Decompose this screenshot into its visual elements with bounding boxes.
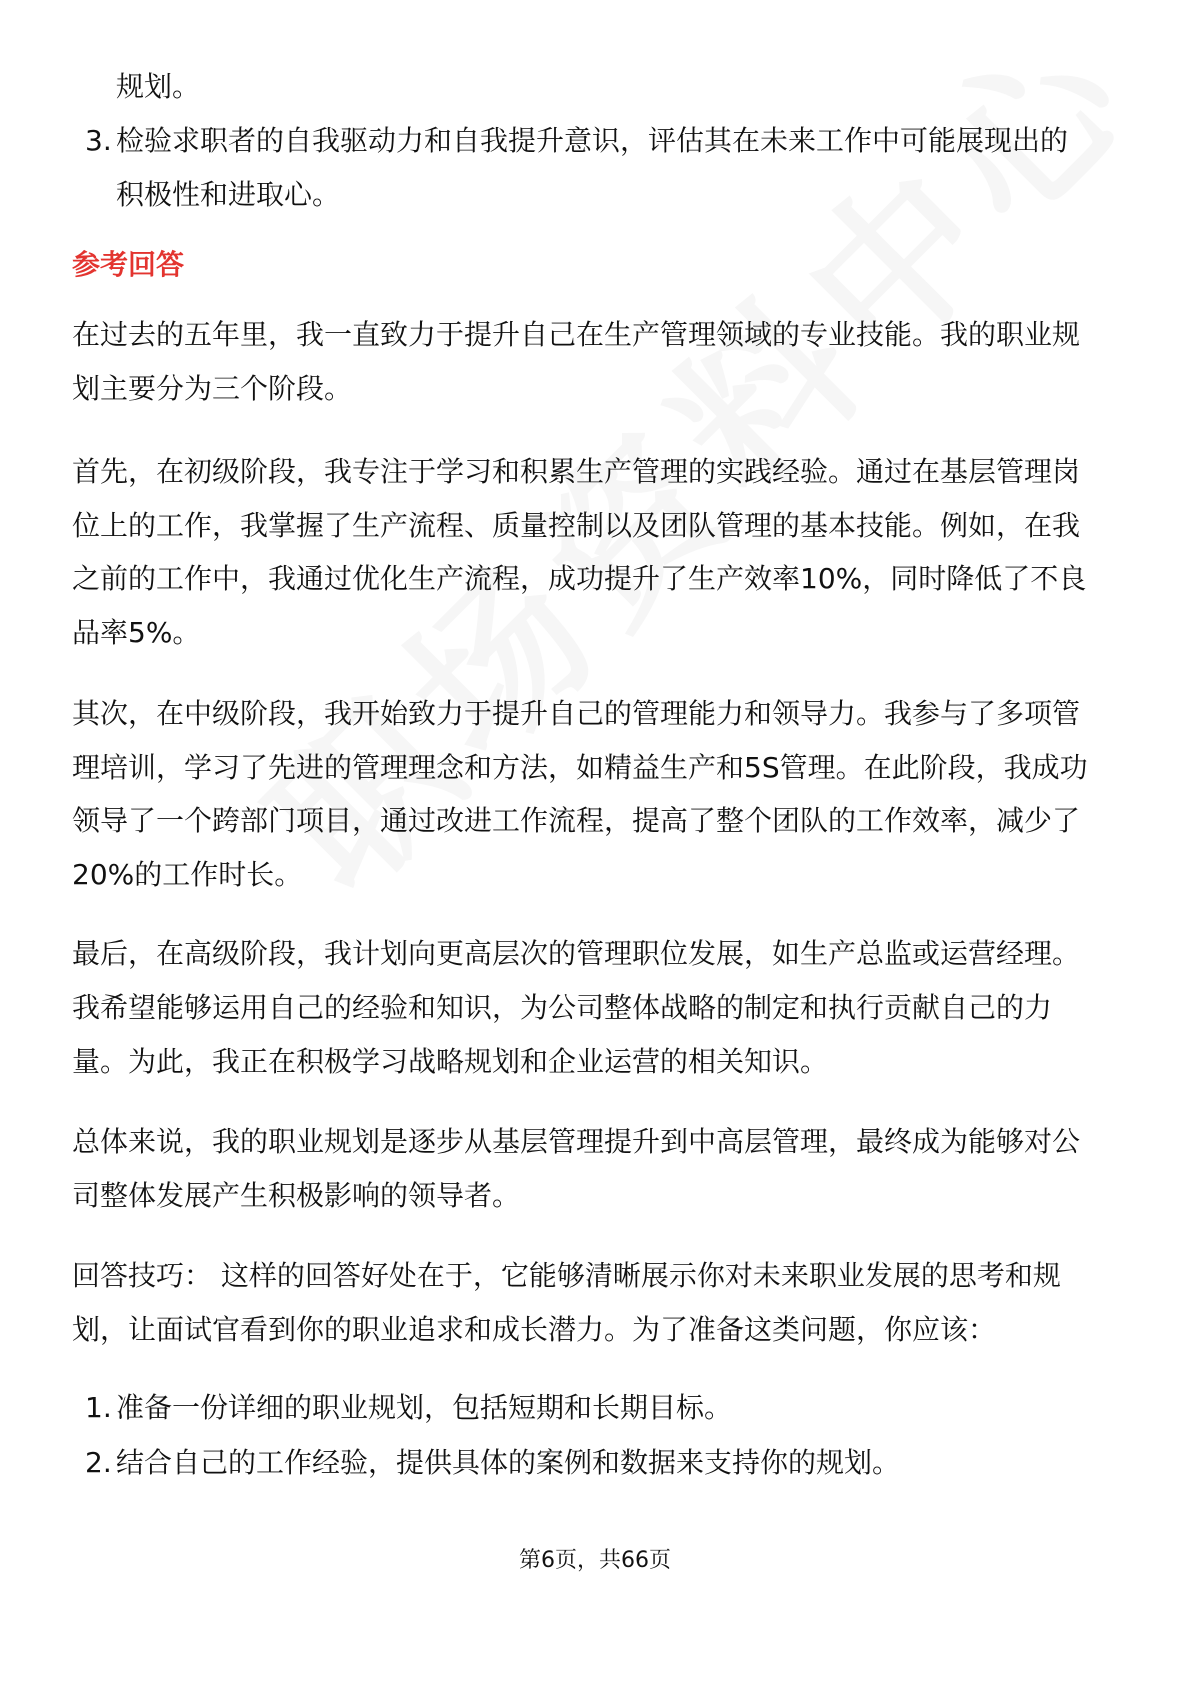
paragraph-line: 在过去的五年里，我一直致力于提升自己在生产管理领域的专业技能。我的职业规 bbox=[72, 318, 1081, 351]
section-title: 参考回答 bbox=[72, 248, 185, 281]
list-item-line: 积极性和进取心。 bbox=[116, 178, 341, 211]
paragraph-line: 最后，在高级阶段，我计划向更高层次的管理职位发展，如生产总监或运营经理。 bbox=[72, 937, 1081, 970]
paragraph-line: 之前的工作中，我通过优化生产流程，成功提升了生产效率10%，同时降低了不良 bbox=[72, 562, 1087, 595]
list-number: 2. bbox=[85, 1446, 112, 1479]
tips-line: 回答技巧： 这样的回答好处在于，它能够清晰展示你对未来职业发展的思考和规 bbox=[72, 1259, 1061, 1292]
paragraph-line: 划主要分为三个阶段。 bbox=[72, 372, 353, 405]
paragraph-line: 理培训，学习了先进的管理理念和方法，如精益生产和5S管理。在此阶段，我成功 bbox=[72, 751, 1088, 784]
tips-line: 划，让面试官看到你的职业追求和成长潜力。为了准备这类问题，你应该： bbox=[72, 1313, 997, 1346]
paragraph-line: 我希望能够运用自己的经验和知识，为公司整体战略的制定和执行贡献自己的力 bbox=[72, 991, 1053, 1024]
paragraph-line: 司整体发展产生积极影响的领导者。 bbox=[72, 1179, 521, 1212]
list-item-line: 结合自己的工作经验，提供具体的案例和数据来支持你的规划。 bbox=[116, 1446, 901, 1479]
paragraph-line: 领导了一个跨部门项目，通过改进工作流程，提高了整个团队的工作效率，减少了 bbox=[72, 804, 1081, 837]
continuation-line: 规划。 bbox=[116, 70, 201, 103]
paragraph-line: 品率5%。 bbox=[72, 616, 201, 649]
paragraph-line: 其次，在中级阶段，我开始致力于提升自己的管理能力和领导力。我参与了多项管 bbox=[72, 697, 1081, 730]
page-number: 第6页，共66页 bbox=[519, 1548, 671, 1573]
list-item-line: 准备一份详细的职业规划，包括短期和长期目标。 bbox=[116, 1391, 733, 1424]
paragraph-line: 总体来说，我的职业规划是逐步从基层管理提升到中高层管理，最终成为能够对公 bbox=[72, 1125, 1081, 1158]
paragraph-line: 位上的工作，我掌握了生产流程、质量控制以及团队管理的基本技能。例如，在我 bbox=[72, 509, 1081, 542]
paragraph-line: 首先，在初级阶段，我专注于学习和积累生产管理的实践经验。通过在基层管理岗 bbox=[72, 455, 1081, 488]
paragraph-line: 20%的工作时长。 bbox=[72, 858, 303, 891]
paragraph-line: 量。为此，我正在积极学习战略规划和企业运营的相关知识。 bbox=[72, 1045, 829, 1078]
list-number: 1. bbox=[85, 1391, 112, 1424]
list-number: 3. bbox=[85, 124, 112, 157]
list-item-line: 检验求职者的自我驱动力和自我提升意识，评估其在未来工作中可能展现出的 bbox=[116, 124, 1069, 157]
